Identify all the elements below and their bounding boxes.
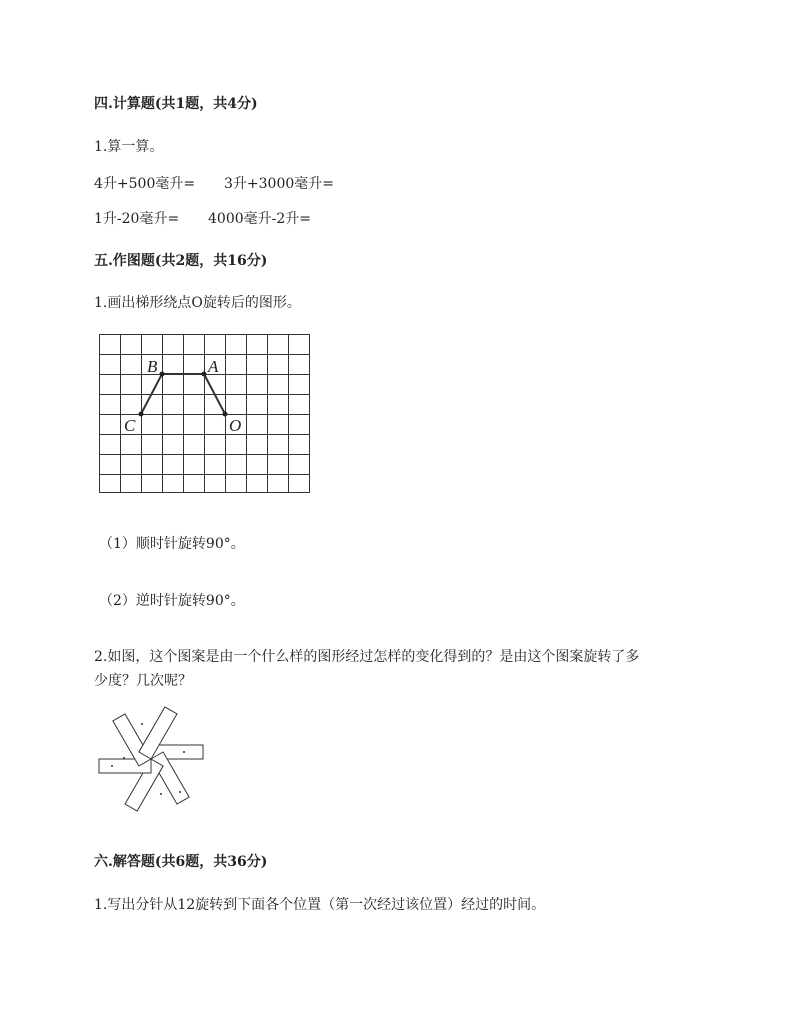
- section-4-heading: 四.计算题(共1题，共4分): [94, 96, 258, 112]
- grid-lines: [99, 334, 310, 493]
- draw-question-1-sub-1: （1）顺时针旋转90°。: [99, 536, 245, 552]
- calc-item-2: 3升+3000毫升=: [224, 176, 334, 192]
- calc-item-3: 1升-20毫升=: [94, 211, 180, 227]
- point-a: [202, 372, 207, 377]
- label-o: O: [229, 416, 242, 435]
- section-6-heading: 六.解答题(共6题，共36分): [94, 854, 268, 870]
- label-c: C: [124, 416, 136, 435]
- draw-question-2-line-1: 2.如图，这个图案是由一个什么样的图形经过怎样的变化得到的？是由这个图案旋转了多: [94, 649, 640, 665]
- calc-item-1: 4升+500毫升=: [94, 176, 196, 192]
- calc-item-4: 4000毫升-2升=: [208, 211, 311, 227]
- trapezoid-grid-figure: [99, 334, 311, 494]
- point-o: [223, 412, 228, 417]
- draw-question-1-prompt: 1.画出梯形绕点O旋转后的图形。: [94, 295, 301, 311]
- calc-row-1: [94, 175, 334, 193]
- label-a: A: [208, 357, 219, 376]
- draw-question-2-line-2: 少度？几次呢？: [94, 673, 192, 689]
- calc-row-2: [94, 210, 311, 228]
- rotated-rectangles-figure: [94, 702, 214, 822]
- calc-question-1-prompt: 1.算一算。: [94, 139, 164, 155]
- draw-question-1-sub-2: （2）逆时针旋转90°。: [99, 593, 245, 609]
- label-b: B: [147, 357, 158, 376]
- point-b: [160, 372, 165, 377]
- section-5-heading: 五.作图题(共2题，共16分): [94, 253, 268, 269]
- point-c: [139, 412, 144, 417]
- answer-question-1-prompt: 1.写出分针从12旋转到下面各个位置（第一次经过该位置）经过的时间。: [94, 897, 546, 913]
